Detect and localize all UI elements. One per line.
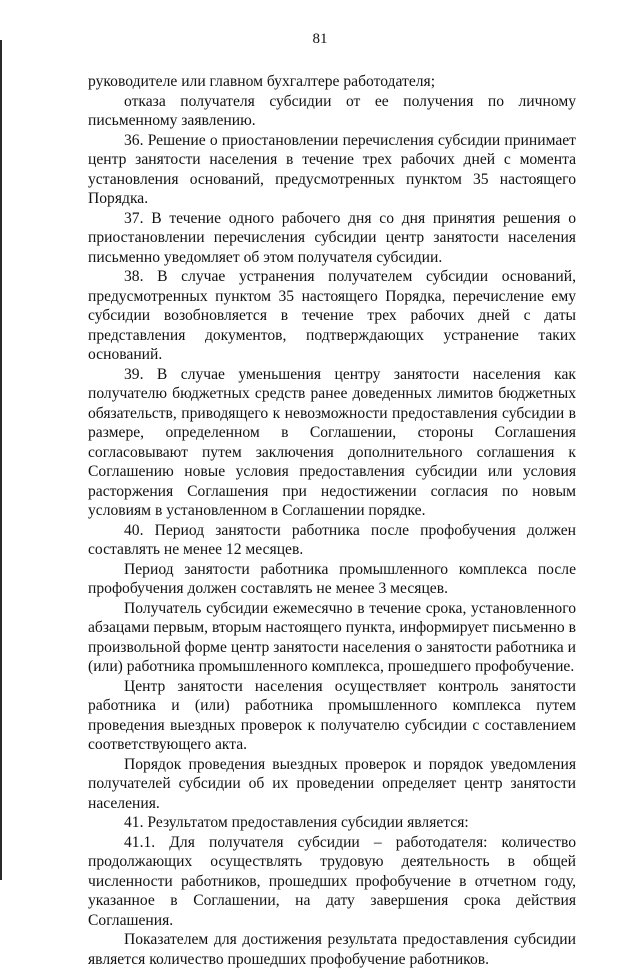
scan-edge-line xyxy=(0,40,2,880)
paragraph-0: руководителе или главном бухгалтере работодателя; xyxy=(88,73,436,90)
page-number: 81 xyxy=(312,31,328,47)
paragraph-6: 40. Период занятости работника после профобучения должен составлять не менее 12 месяцев. xyxy=(88,521,576,558)
paragraph-10: Порядок проведения выездных проверок и порядок уведомления получателей субсидии об их проведении определяет центр занятости населения. xyxy=(88,755,576,812)
paragraph-13: Показателем для достижения результата предоставления субсидии является количество прошедших профобучение работников. xyxy=(88,931,576,968)
paragraph-1: отказа получателя субсидии от ее получения по личному письменному заявлению. xyxy=(88,92,576,129)
document-body xyxy=(88,72,576,969)
paragraph-11: 41. Результатом предоставления субсидии является: xyxy=(124,814,469,831)
paragraph-4: 38. В случае устранения получателем субсидии оснований, предусмотренных пунктом 35 настоящего Порядка, перечисление ему субсидии возобновляется в течение трех рабочих дней с даты представления документов, подтверждающих устранение таких оснований. xyxy=(88,268,576,363)
paragraph-7: Период занятости работника промышленного комплекса после профобучения должен составлять не менее 3 месяцев. xyxy=(88,560,576,597)
paragraph-9: Центр занятости населения осуществляет контроль занятости работника и (или) работника промышленного комплекса путем проведения выездных проверок к получателю субсидии с составлением соответствующего акта. xyxy=(88,677,576,753)
paragraph-5: 39. В случае уменьшения центру занятости населения как получателю бюджетных средств ранее доведенных лимитов бюджетных обязательств, приводящего к невозможности предоставления субсидии в размере, определенном в Соглашении, стороны Соглашения согласовывают путем заключения дополнительного соглашения к Соглашению новые условия предоставления субсидии или условия расторжения Соглашения при недостижении согласия по новым условиям в установленном в Соглашении порядке. xyxy=(88,365,576,519)
paragraph-2: 36. Решение о приостановлении перечисления субсидии принимает центр занятости населения в течение трех рабочих дней с момента установления оснований, предусмотренных пунктом 35 настоящего Порядка. xyxy=(88,131,576,207)
paragraph-8: Получатель субсидии ежемесячно в течение срока, установленного абзацами первым, вторым настоящего пункта, информирует письменно в произвольной форме центр занятости населения о занятости работника и (или) работника промышленного комплекса, прошедшего профобучение. xyxy=(88,599,576,675)
paragraph-12: 41.1. Для получателя субсидии – работодателя: количество продолжающих осуществлять трудовую деятельность в общей численности работников, прошедших профобучение в отчетном году, указанное в Соглашении, на дату завершения срока действия Соглашения. xyxy=(88,833,576,929)
paragraph-3: 37. В течение одного рабочего дня со дня принятия решения о приостановлении перечисления субсидии центр занятости населения письменно уведомляет об этом получателя субсидии. xyxy=(88,209,576,266)
